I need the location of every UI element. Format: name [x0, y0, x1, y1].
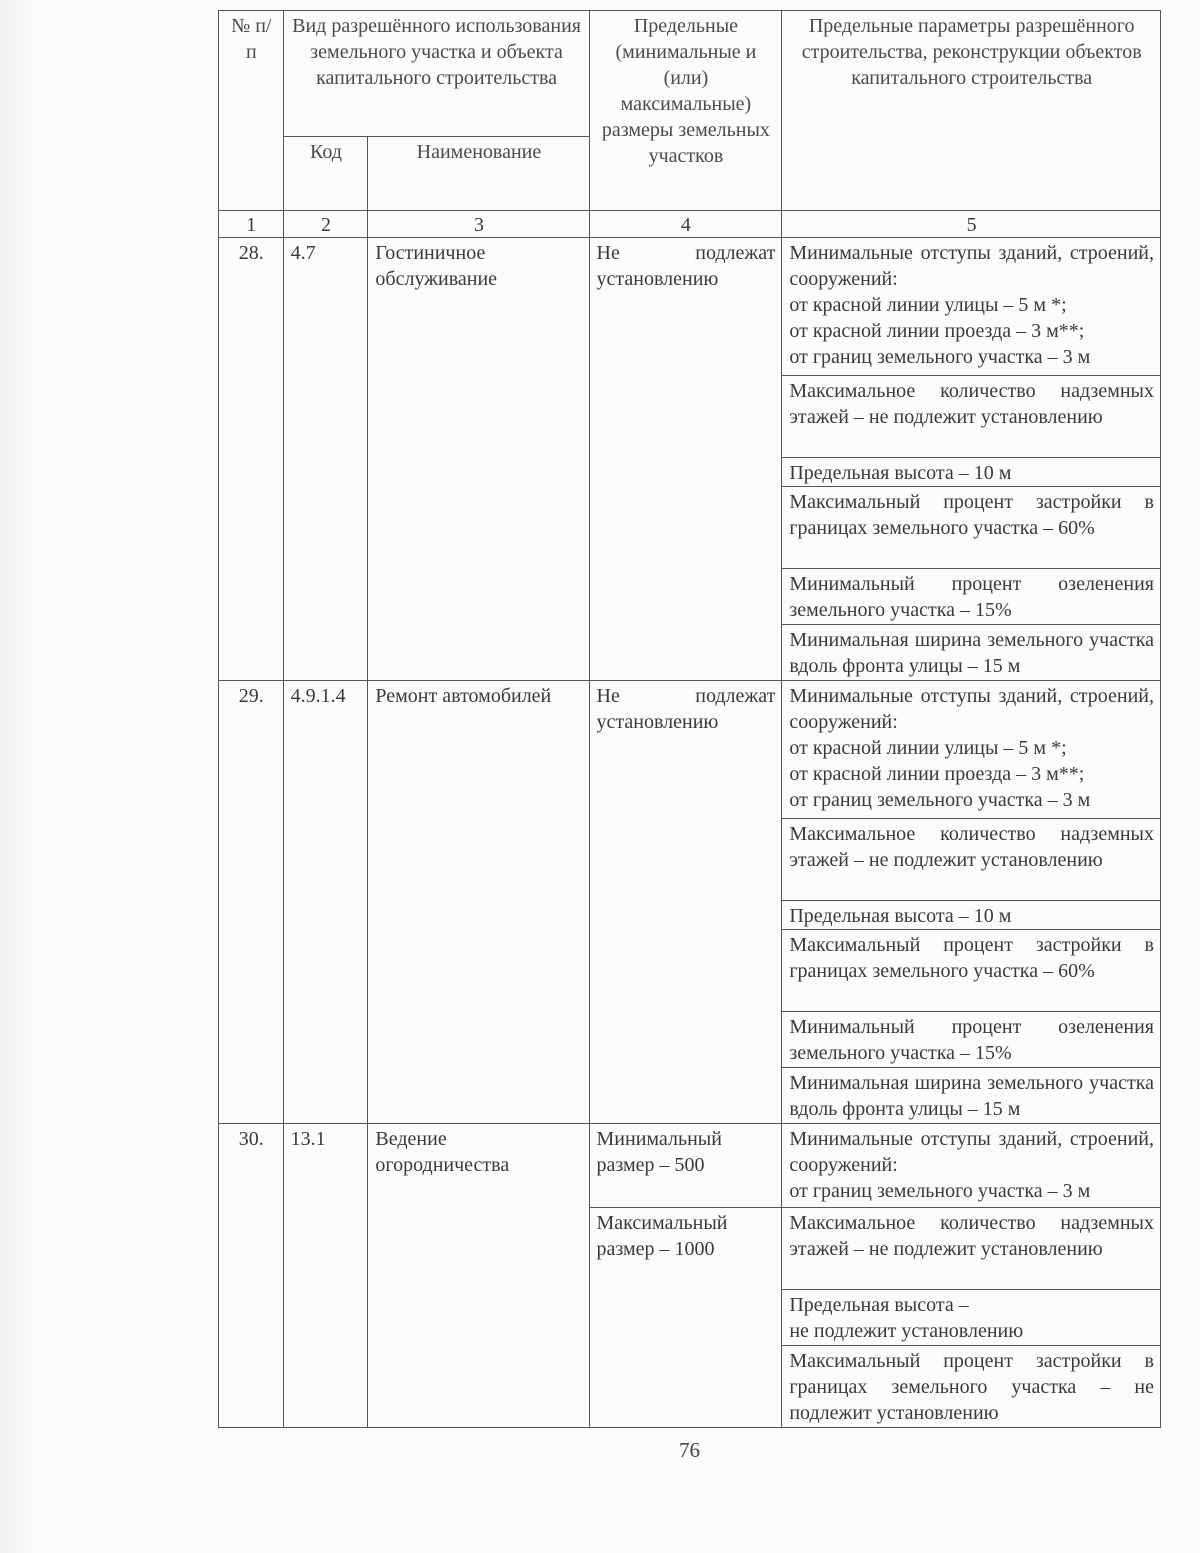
col-number: 4 — [589, 211, 782, 238]
row-use-name: Ведение огородничества — [368, 1124, 589, 1428]
row-parameter — [782, 1012, 1161, 1068]
scan-edge — [0, 0, 34, 1553]
header-naim: Наименование — [368, 137, 589, 211]
parameter-line: от красной линии проезда – 3 м**; — [789, 320, 1085, 342]
parameter-line: Минимальный процент озеленения земельного участка – 15% — [789, 1016, 1154, 1064]
parameter-line: от красной линии проезда – 3 м**; — [789, 763, 1085, 785]
row-parameter — [782, 1124, 1161, 1208]
row-plot-size: Максимальный размер – 1000 — [589, 1208, 782, 1428]
row-use-name: Ремонт автомобилей — [368, 681, 589, 1124]
parameter-line: Максимальный процент застройки в границах земельного участка – 60% — [789, 934, 1154, 982]
parameter-line: Минимальные отступы зданий, строений, сооружений: — [789, 242, 1154, 290]
parameter-line: не подлежит установлению — [789, 1320, 1024, 1342]
table-row — [219, 681, 1161, 819]
regulations-table — [218, 10, 1161, 1428]
parameter-line: от границ земельного участка – 3 м — [789, 1180, 1091, 1202]
row-parameter — [782, 376, 1161, 458]
row-code: 4.9.1.4 — [283, 681, 368, 1124]
parameter-line: Предельная высота – 10 м — [789, 462, 1012, 484]
parameter-line: Максимальное количество надземных этажей – не подлежит установлению — [789, 380, 1154, 428]
row-code: 13.1 — [283, 1124, 368, 1428]
row-parameter — [782, 487, 1161, 569]
parameter-line: Минимальный процент озеленения земельного участка – 15% — [789, 573, 1154, 621]
column-number-row — [219, 211, 1161, 238]
row-parameter — [782, 625, 1161, 681]
row-parameter — [782, 1068, 1161, 1124]
parameter-line: Максимальное количество надземных этажей – не подлежит установлению — [789, 823, 1154, 871]
col-number: 1 — [219, 211, 284, 238]
row-use-name: Гостиничное обслуживание — [368, 238, 589, 681]
header-vid: Вид разрешённого использования земельного участка и объекта капитального строительства — [283, 11, 589, 137]
row-parameter — [782, 1346, 1161, 1428]
row-parameter — [782, 819, 1161, 901]
parameter-line: Предельная высота – — [789, 1294, 969, 1316]
parameter-line: от границ земельного участка – 3 м — [789, 789, 1091, 811]
parameter-line: от красной линии улицы – 5 м *; — [789, 294, 1067, 316]
parameter-line: Максимальный процент застройки в границах земельного участка – 60% — [789, 491, 1154, 539]
table-row — [219, 238, 1161, 376]
parameter-line: Максимальное количество надземных этажей – не подлежит установлению — [789, 1212, 1154, 1260]
row-plot-size: Не подлежат установлению — [589, 238, 782, 681]
parameter-line: от границ земельного участка – 3 м — [789, 346, 1091, 368]
row-parameter — [782, 681, 1161, 819]
table-row — [219, 1124, 1161, 1208]
row-number: 29. — [219, 681, 284, 1124]
row-number: 30. — [219, 1124, 284, 1428]
parameter-line: Максимальный процент застройки в границах земельного участка – не подлежит установлению — [789, 1350, 1154, 1424]
row-parameter — [782, 458, 1161, 487]
header-row — [219, 11, 1161, 137]
row-plot-size: Минимальный размер – 500 — [589, 1124, 782, 1208]
parameter-line: от красной линии улицы – 5 м *; — [789, 737, 1067, 759]
parameter-line: Минимальные отступы зданий, строений, сооружений: — [789, 685, 1154, 733]
parameter-line: Предельная высота – 10 м — [789, 905, 1012, 927]
row-parameter — [782, 1290, 1161, 1346]
table-body — [219, 238, 1161, 1428]
parameter-line: Минимальные отступы зданий, строений, сооружений: — [789, 1128, 1154, 1176]
row-code: 4.7 — [283, 238, 368, 681]
row-plot-size: Не подлежат установлению — [589, 681, 782, 1124]
header-kod: Код — [283, 137, 368, 211]
document-page — [218, 10, 1161, 1462]
row-parameter — [782, 569, 1161, 625]
parameter-line: Минимальная ширина земельного участка вдоль фронта улицы – 15 м — [789, 629, 1154, 677]
col-number: 3 — [368, 211, 589, 238]
col-number: 5 — [782, 211, 1161, 238]
row-number: 28. — [219, 238, 284, 681]
col-number: 2 — [283, 211, 368, 238]
row-parameter — [782, 238, 1161, 376]
row-parameter — [782, 901, 1161, 930]
row-parameter — [782, 1208, 1161, 1290]
parameter-line: Минимальная ширина земельного участка вдоль фронта улицы – 15 м — [789, 1072, 1154, 1120]
header-razmery: Предельные (минимальные и (или) максимальные) размеры земельных участков — [589, 11, 782, 211]
header-num: № п/п — [219, 11, 284, 211]
header-params: Предельные параметры разрешённого строительства, реконструкции объектов капитального строительства — [782, 11, 1161, 211]
row-parameter — [782, 930, 1161, 1012]
page-number: 76 — [679, 1438, 700, 1462]
